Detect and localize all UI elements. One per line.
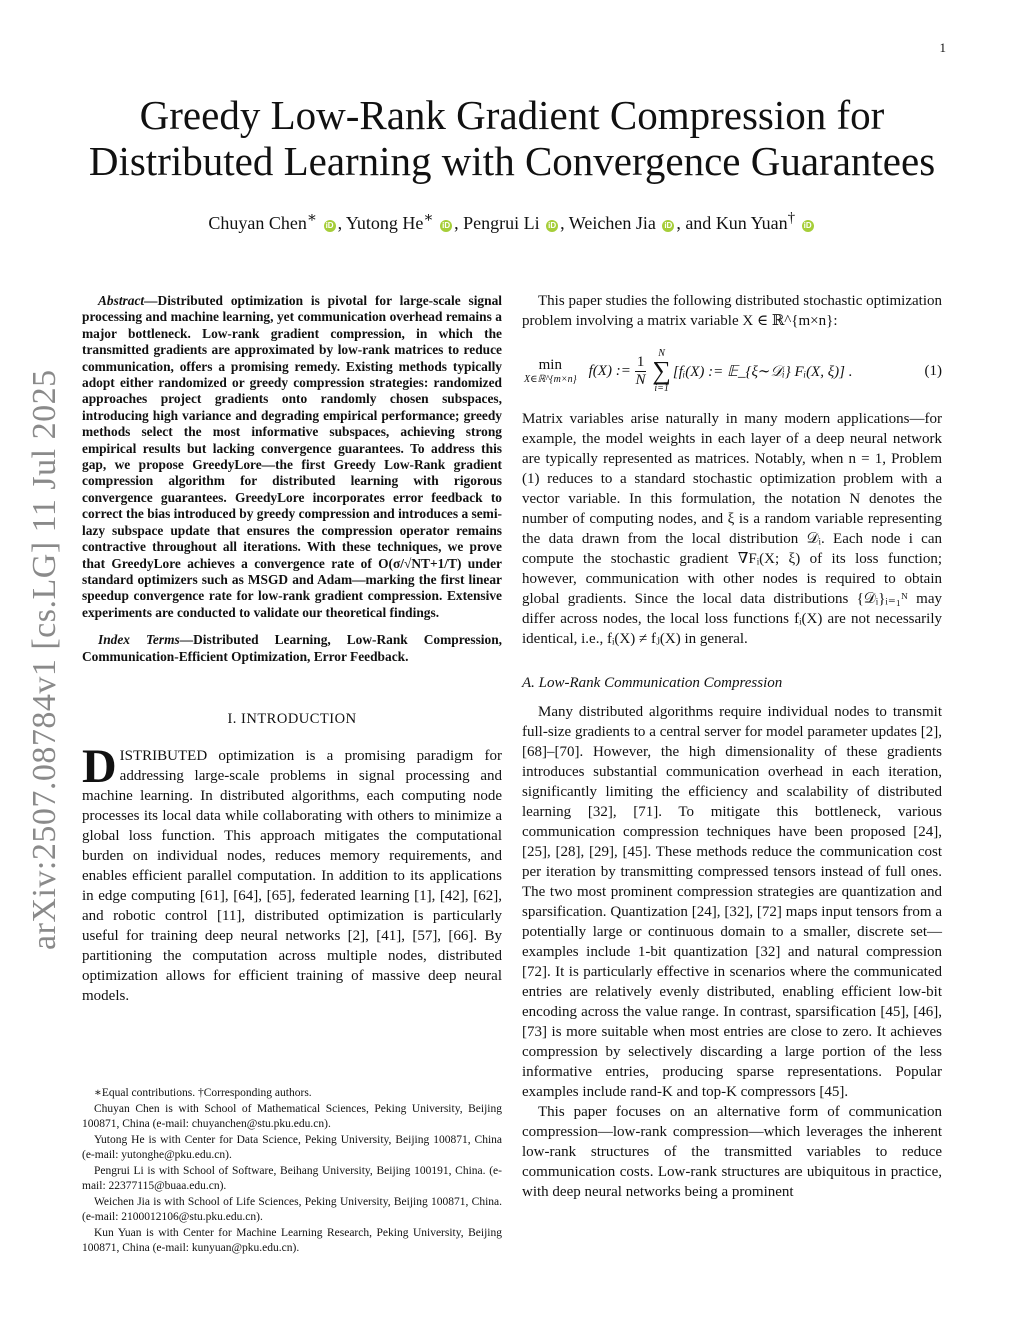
eq-sum-bottom: i=1 — [654, 383, 669, 394]
matrix-variables-paragraph: Matrix variables arise naturally in many modern applications—for example, the model weights in each layer of a deep neural network are typically represented as matrices. Notably, when n = 1, Problem (1) reduces to a standard stochastic optimization problem with a vector variable. In this formulation, the notation N denotes the number of computing nodes, and ξ is a random variable representing the data drawn from the local distribution 𝒟ᵢ. Each node i can compute the stochastic gradient ∇Fᵢ(X; ξ) of its loss function; however, communication with other nodes is required to obtain global gradients. Since the local data distributions {𝒟ᵢ}ᵢ₌₁ᴺ may differ across nodes, the local loss functions fᵢ(X) are not necessarily identical, i.e., fᵢ(X) ≠ fⱼ(X) in general. — [522, 411, 942, 647]
footnote: Kun Yuan is with Center for Machine Learning Research, Peking University, Beijing 100871, China (e-mail: kunyuan@pku.edu.cn). — [82, 1227, 502, 1254]
footnote: ∗Equal contributions. †Corresponding authors. — [94, 1087, 312, 1099]
arxiv-stamp: arXiv:2507.08784v1 [cs.LG] 11 Jul 2025 — [26, 369, 63, 950]
sigma-icon: ∑ — [652, 356, 671, 385]
orcid-icon[interactable]: iD — [325, 221, 334, 230]
drop-cap: D — [82, 739, 117, 793]
author-list: Chuyan Chen∗ iD , Yutong He∗ iD , Pengrui Li iD , Weichen Jia iD , and Kun Yuan† iD — [208, 210, 812, 233]
abstract-label: Abstract— — [98, 293, 158, 308]
equation-1 — [522, 343, 942, 399]
footnote: Chuyan Chen is with School of Mathematical Sciences, Peking University, Beijing 100871, China (e-mail: chuyanchen@stu.pku.edu.cn). — [82, 1103, 502, 1130]
index-terms-text: Distributed Learning, Low-Rank Compression, Communication-Efficient Optimization, Error Feedback. — [82, 632, 502, 664]
orcid-icon[interactable]: iD — [803, 221, 812, 230]
eq-frac-num: 1 — [636, 353, 645, 370]
footnote: Pengrui Li is with School of Software, Beihang University, Beijing 100191, China. (e-mail: 22377115@buaa.edu.cn). — [82, 1165, 502, 1192]
right-column — [522, 291, 942, 1202]
orcid-icon[interactable]: iD — [548, 221, 557, 230]
page-number: 1 — [939, 40, 946, 55]
compression-paragraph: Many distributed algorithms require individual nodes to transmit full-size gradients to a central server for model parameter updates [2], [68]–[70]. However, the high dimensionality of these gradients introduces substantial communication overhead in each iteration, significantly limiting the efficiency and scalability of distributed learning [32], [71]. To mitigate this bottleneck, various communication compression techniques have been proposed [24], [25], [28], [29], [45]. These methods reduce the communication cost per iteration by transmitting compressed tensors instead of full ones. The two most prominent compression strategies are quantization and sparsification. Quantization [24], [32], [72] maps input tensors from a potentially large or continuous domain to a smaller, discrete set—examples include 1-bit quantization [32] and natural compression [72]. It is particularly effective in scenarios where the communicated entries are relatively evenly distributed, enabling efficient low-bit encoding across the value range. In contrast, sparsification [45], [46], [73] is more suitable when most entries are close to zero. It achieves compression by selectively discarding a large portion of the less informative entries, producing sparse representations. Popular examples include rand-K and top-K compressors [45]. — [522, 704, 942, 1100]
intro-text: ISTRIBUTED optimization is a promising paradigm for addressing large-scale problems in signal processing and machine learning. In distributed algorithms, each computing node processes its local data while collaborating with others to minimize a global loss function. This approach mitigates the computational burden on individual nodes, reduces memory requirements, and enables efficient parallel computation. In addition to its applications in edge computing [61], [64], [65], federated learning [1], [42], [62], and robotic control [11], distributed optimization is particularly useful for training deep neural networks [2], [41], [57], [66]. By partitioning the computation across multiple nodes, distributed optimization allows for efficient training of massive deep neural models. — [82, 747, 502, 1004]
section-heading: I. INTRODUCTION — [227, 710, 357, 727]
footnote: Weichen Jia is with School of Life Sciences, Peking University, Beijing 100871, China. (e-mail: 2100012106@stu.pku.edu.cn). — [82, 1196, 502, 1223]
intro-paragraph — [82, 739, 502, 1006]
abstract — [82, 293, 502, 621]
eq-min-subscript: X∈ℝ^{m×n} — [524, 374, 577, 385]
eq-sum-top: N — [658, 348, 665, 359]
footnotes — [82, 1086, 502, 1257]
author-chuyan-chen: Chuyan Chen∗ — [208, 210, 318, 233]
index-terms-label: Index Terms— — [98, 632, 194, 648]
left-column — [82, 293, 502, 1006]
eq-rhs: [fᵢ(X) := 𝔼_{ξ∼𝒟ᵢ} Fᵢ(X, ξ)] . — [672, 363, 853, 380]
orcid-icon[interactable]: iD — [664, 221, 673, 230]
eq-frac-den: N — [635, 371, 646, 388]
abstract-text: Distributed optimization is pivotal for large-scale signal processing and machine learning, yet communication overhead remains a major bottleneck. Low-rank gradient compression, in which the transmitted gradients are approximated by low-rank matrices to reduce communication, offers a promising remedy. Existing methods typically adopt either randomized or greedy compression strategies: randomized approaches project gradients onto randomly chosen subspaces, introducing high variance and degrading empirical performance; greedy methods select the most informative subspaces, achieving strong empirical results but lacking convergence guarantees. To address this gap, we propose GreedyLore—the first Greedy Low-Rank gradient compression algorithm for distributed learning with rigorous convergence guarantees. GreedyLore incorporates error feedback to correct the bias introduced by greedy compression and introduces a semi-lazy subspace update that ensures the compression operator remains contractive throughout all iterations. With these techniques, we prove that GreedyLore achieves a convergence rate of O(σ/√NT+1/T) under standard optimizers such as MSGD and Adam—marking the first linear speedup convergence rate for low-rank gradient compression. Extensive experiments are conducted to validate our theoretical findings. — [82, 293, 502, 620]
author-kun-yuan: Kun Yuan† — [715, 210, 796, 233]
eq-number: (1) — [924, 362, 942, 379]
low-rank-paragraph: This paper focuses on an alternative form of communication compression—low-rank compression—which leverages the inherent low-rank structures of the transmitted variables to reduce communication costs. Low-rank structures are ubiquitous in practice, with deep neural networks being a prominent — [522, 1104, 942, 1200]
author-weichen-jia: Weichen Jia — [568, 213, 656, 233]
problem-intro-paragraph: This paper studies the following distributed stochastic optimization problem involving a matrix variable X ∈ ℝ^{m×n}: — [522, 293, 942, 329]
title-line-1: Greedy Low-Rank Gradient Compression for — [139, 92, 885, 138]
eq-min-op: min — [538, 357, 562, 373]
eq-fraction — [635, 354, 647, 389]
paper-title — [60, 92, 964, 184]
eq-sum — [652, 348, 671, 394]
eq-lhs: f(X) := — [588, 362, 631, 379]
index-terms — [82, 632, 502, 665]
eq-min — [524, 357, 577, 385]
orcid-icon[interactable]: iD — [442, 221, 451, 230]
author-pengrui-li: Pengrui Li — [463, 213, 540, 233]
subsection-heading: A. Low-Rank Communication Compression — [522, 675, 783, 691]
title-line-2: Distributed Learning with Convergence Guarantees — [88, 138, 936, 184]
footnote: Yutong He is with Center for Data Science, Peking University, Beijing 100871, China (e-mail: yutonghe@pku.edu.cn). — [82, 1134, 502, 1161]
author-yutong-he: Yutong He∗ — [345, 210, 434, 233]
